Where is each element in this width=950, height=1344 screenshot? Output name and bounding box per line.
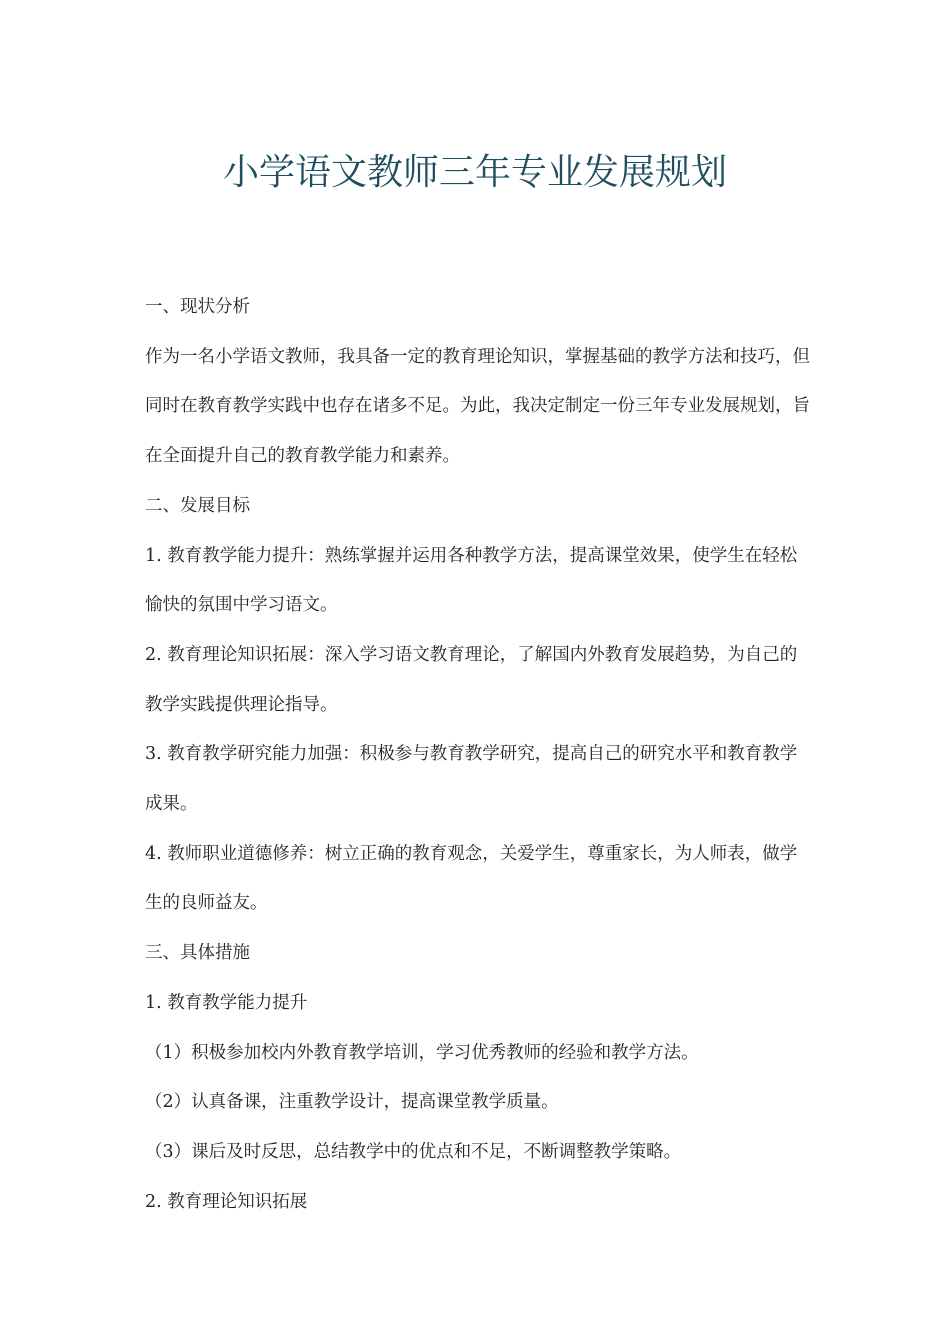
list-item: （1）积极参加校内外教育教学培训，学习优秀教师的经验和教学方法。 xyxy=(145,1042,699,1063)
document-title: 小学语文教师三年专业发展规划 xyxy=(222,152,727,193)
list-item: 2. 教育理论知识拓展：深入学习语文教育理论，了解国内外教育发展趋势，为自己的教学实践提供理论指导。 xyxy=(145,644,798,715)
list-item: 1. 教育教学能力提升：熟练掌握并运用各种教学方法，提高课堂效果，使学生在轻松愉快的氛围中学习语文。 xyxy=(145,545,798,616)
section-heading: 一、现状分析 xyxy=(145,297,250,317)
document-body xyxy=(145,283,810,1227)
section-heading: 二、发展目标 xyxy=(145,495,250,516)
list-item: （3）课后及时反思，总结教学中的优点和不足，不断调整教学策略。 xyxy=(145,1141,682,1162)
list-item: 4. 教师职业道德修养：树立正确的教育观念，关爱学生，尊重家长，为人师表，做学生的良师益友。 xyxy=(145,843,798,914)
list-item: 3. 教育教学研究能力加强：积极参与教育教学研究，提高自己的研究水平和教育教学成果。 xyxy=(145,744,798,815)
subsection-heading: 2. 教育理论知识拓展 xyxy=(145,1191,308,1212)
subsection-heading: 1. 教育教学能力提升 xyxy=(145,992,308,1013)
section-heading: 三、具体措施 xyxy=(145,943,250,964)
list-item: （2）认真备课，注重教学设计，提高课堂教学质量。 xyxy=(145,1092,559,1113)
paragraph: 作为一名小学语文教师，我具备一定的教育理论知识，掌握基础的教学方法和技巧，但同时在教育教学实践中也存在诸多不足。为此，我决定制定一份三年专业发展规划，旨在全面提升自己的教育教学能力和素养。 xyxy=(145,346,810,467)
